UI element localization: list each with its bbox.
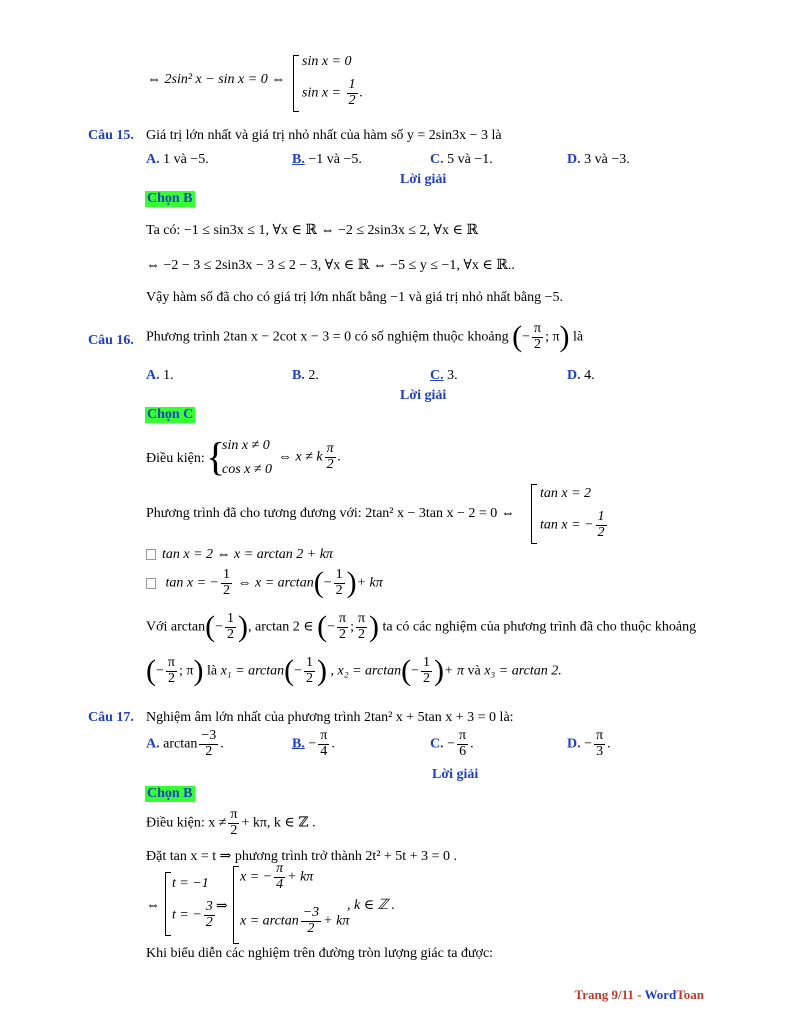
q16-voi-line: Với arctan(− $\frac{1}{2}$ ), arctan 2 ∈ (− $\frac{\pi}{2}$ ; $\frac{\pi}{2}$ ) ta có các nghiệm của phương trình đã cho thuộc khoảng xyxy=(146,610,697,644)
q15-text: Giá trị lớn nhất và giá trị nhỏ nhất của hàm số y = 2sin3x − 3 là xyxy=(146,128,502,143)
page-footer: Trang 9/11 - WordToan xyxy=(574,987,704,1002)
q16-pt-text: Phương trình đã cho tương đương với: 2tan² x − 3tan x − 2 = 0 ⇔ xyxy=(146,506,515,521)
q16-text: Phương trình 2tan x − 2cot x − 3 = 0 có số nghiệm thuộc khoảng (− $\frac{\pi}{2}$ ; π) là xyxy=(146,320,584,354)
q16-pt-case2: tan x = − $\frac{1}{2}$ xyxy=(540,509,605,540)
q16-pt-bracket xyxy=(531,484,537,544)
q17-sol-tail: , k ∈ ℤ . xyxy=(347,898,396,913)
q16-option-d[interactable]: D. 4. xyxy=(567,368,595,383)
top-case-2: sin x = $\frac{1}{2}$ . xyxy=(302,77,363,108)
q17-sol-left: ⇔ xyxy=(146,898,160,913)
q15-line2: ⇔ −2 − 3 ≤ 2sin3x − 3 ≤ 2 − 3, ∀x ∈ ℝ ⇔ −5 ≤ y ≤ −1, ∀x ∈ ℝ.. xyxy=(146,258,515,273)
q16-label: Câu 16. xyxy=(88,333,134,348)
q16-option-c[interactable]: C. 3. xyxy=(430,368,458,383)
q15-option-c[interactable]: C. 5 và −1. xyxy=(430,152,493,167)
q16-pt-case1: tan x = 2 xyxy=(540,486,592,501)
q17-loigiai: Lời giải xyxy=(432,767,479,782)
q17-sol-r1: x = − $\frac{\pi}{4}$ + kπ xyxy=(240,861,314,892)
q17-option-c[interactable]: C. − $\frac{\pi}{6}$ . xyxy=(430,728,474,759)
top-equation-bracket xyxy=(293,55,299,112)
q16-bullet-1: tan x = 2 ⇔ x = arctan 2 + kπ xyxy=(146,547,333,563)
q17-dat: Đặt tan x = t ⇒ phương trình trở thành 2t² + 5t + 3 = 0 . xyxy=(146,849,457,864)
q15-chon: Chọn B xyxy=(147,191,193,206)
q17-sol-bracket-1 xyxy=(165,872,171,936)
bullet-box-icon xyxy=(146,578,156,589)
q16-dk-brace: { xyxy=(206,434,226,479)
q17-option-a[interactable]: A. arctan $\frac{-3}{2}$ . xyxy=(146,728,224,759)
q17-sol-r2: x = arctan $\frac{-3}{2}$ + kπ xyxy=(240,905,350,936)
q17-dk: Điều kiện: x ≠ $\frac{\pi}{2}$ + kπ, k ∈ ℤ . xyxy=(146,807,316,838)
q17-label: Câu 17. xyxy=(88,710,134,725)
q17-chon: Chọn B xyxy=(147,786,193,801)
q17-sol-bracket-2 xyxy=(233,866,239,944)
q15-label: Câu 15. xyxy=(88,128,134,143)
q16-bullet-2: tan x = − $\frac{1}{2}$ ⇔ x = arctan(− $\frac{1}{2}$ )+ kπ xyxy=(146,568,383,598)
q16-chon: Chọn C xyxy=(147,407,194,422)
q17-sol-arrow: ⇒ xyxy=(216,899,228,914)
q17-option-d[interactable]: D. − $\frac{\pi}{3}$ . xyxy=(567,728,611,759)
q17-sol-c1: t = −1 xyxy=(172,876,209,891)
q16-dk2: cos x ≠ 0 xyxy=(222,462,273,477)
q16-loigiai: Lời giải xyxy=(400,388,447,403)
q15-option-b[interactable]: B. −1 và −5. xyxy=(292,152,362,167)
q15-line1: Ta có: −1 ≤ sin3x ≤ 1, ∀x ∈ ℝ ⇔ −2 ≤ 2sin3x ≤ 2, ∀x ∈ ℝ xyxy=(146,223,478,238)
q16-dk-label: Điều kiện: xyxy=(146,451,205,466)
q17-last-line: Khi biểu diễn các nghiệm trên đường tròn lượng giác ta được: xyxy=(146,946,494,961)
top-case-1: sin x = 0 xyxy=(302,54,352,69)
q16-option-b[interactable]: B. 2. xyxy=(292,368,319,383)
q16-option-a[interactable]: A. 1. xyxy=(146,368,174,383)
bullet-box-icon xyxy=(146,549,156,560)
q15-line3: Vậy hàm số đã cho có giá trị lớn nhất bằng −1 và giá trị nhỏ nhất bằng −5. xyxy=(146,290,564,305)
q15-option-a[interactable]: A. 1 và −5. xyxy=(146,152,209,167)
q17-option-b[interactable]: B. − $\frac{\pi}{4}$ . xyxy=(292,728,335,759)
q17-sol-c2: t = − $\frac{3}{2}$ xyxy=(172,899,213,930)
q16-result-line: (− $\frac{\pi}{2}$ ; π) là x₁ = arctan(− $\frac{1}{2}$ ) , x₂ = arctan(− $\frac{1}{2}$ )+ π và x₃ = arctan 2. xyxy=(146,654,562,688)
q15-option-d[interactable]: D. 3 và −3. xyxy=(567,152,630,167)
q15-loigiai: Lời giải xyxy=(400,172,447,187)
q16-dk1: sin x ≠ 0 xyxy=(222,438,270,453)
q17-text: Nghiệm âm lớn nhất của phương trình 2tan² x + 5tan x + 3 = 0 là: xyxy=(146,710,514,725)
top-equation-left: ⇔ 2sin² x − sin x = 0 ⇔ xyxy=(147,72,286,87)
q16-dk-result: ⇔ x ≠ k $\frac{\pi}{2}$ . xyxy=(278,441,342,472)
